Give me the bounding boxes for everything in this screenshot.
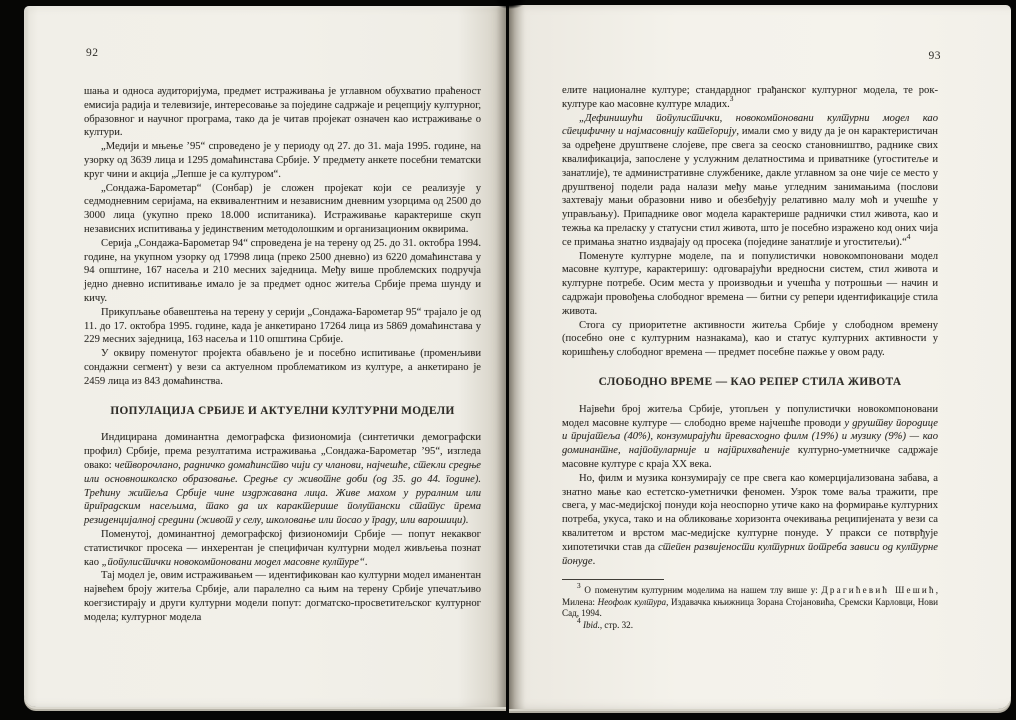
paragraph: У оквиру поменутог пројекта обављено је и посебно испитивање (променљиви сондажни сегмент) у вези са актуелном проблематиком из културе, а анкетирано је 2459 лица из 843 домаћинства.: [84, 348, 481, 387]
right-paragraphs-bottom: [562, 403, 938, 569]
right-page-text: [562, 84, 938, 631]
left-page-text: [84, 85, 481, 624]
right-paragraphs-top: [562, 84, 938, 360]
paragraph: Тај модел је, овим истраживањем — идентификован као културни модел иманентан највећем броју житеља Србије, али паралелно са њим на терену Србије упечатљиво коегзистирају и други културни модели попут: догматско-просветитељског културног модела; културног модела: [84, 570, 481, 623]
footnote: $^3$ О поменутим културним моделима на нашем тлу више у: Драгићевић Шешић, Милена: Неофолк култура, Издавачка књижница Зорана Стојановића, Сремски Карловци, Нови Сад, 1994.: [562, 581, 939, 619]
paragraph: Прикупљање обавештења на терену у серији „Сондажа-Барометар 95“ трајало је од 11. до 17. октобра 1995. године, када је анкетирано 17264 лица из 5869 домаћинстава у 229 месних заједница, 163 насеља и 110 општина Србије.: [84, 306, 481, 346]
left-paragraphs-top: [84, 85, 481, 389]
paragraph: Серија „Сондажа-Барометар 94“ спроведена је на терену од 25. до 31. октобра 1994. године, на укупном узорку од 17998 лица (преко 2500 дневно) из 6220 домаћинстава у 94 општине, 167 насеља и 210 месних заједница. Међу више проблемских подручја једно дневно испитивање имало је за предмет однос житеља Србије према шунду и кичу.: [84, 237, 481, 304]
page-number-left: 92: [86, 47, 99, 59]
paragraph: Поменутој, доминантној демографској физиономији Србије — попут некаквог статистичког просека — инхерентан је специфичан културни модел живљења познат као „популистички новокомпоновани модел масовне културе“.: [84, 528, 481, 568]
paragraph: Највећи број житеља Србије, утопљен у популистички новокомпоновани модел масовне културе — слободно време најчешће проводи у друштву породице и пријатеља (40%), конзумирајући превасходно филм (19%) и музику (9%) — као доминантне, најпопуларније и најприхваћеније културно-уметничке садржаје масовне културе с краја XX века.: [562, 403, 938, 470]
paragraph: „Медији и мњење ’95“ спроведено је у периоду од 27. до 31. маја 1995. године, на узорку од 3639 лица и 1295 домаћинстава Србије. У предмету анкете посебни тематски круг чини и акција „Лепше је са културом“.: [84, 141, 481, 180]
book-spine-gutter: [488, 0, 532, 16]
paragraph: елите националне културе; стандардног грађанског културног модела, те рок-културе као масовне културе младих.$^3$: [562, 85, 938, 110]
section-heading-right: СЛОБОДНО ВРЕМЕ — КАО РЕПЕР СТИЛА ЖИВОТА: [598, 375, 902, 388]
paragraph: Стога су приоритетне активности житеља Србије у слободном времену (посебно оне с културним назнакама), као и статус културних активности у коришћењу слободног времена — предмет посебне пажње у овом раду.: [562, 319, 938, 359]
page-number-right: 93: [928, 50, 941, 62]
left-page: [24, 6, 506, 707]
paragraph: „Сондажа-Барометар“ (Сонбар) је сложен пројекат који се реализује у седмодневним серијама, на еквивалентним и независним дневним узорцима од 2500 до 3000 лица (укупно преко 18.000 испитаника). Истраживање карактерише скуп независних испитивања у јединственим методолошким и организационим оквирима.: [84, 182, 481, 235]
paragraph: Но, филм и музика конзумирају се пре свега као комерцијализована забава, а знатно мање као естетско-уметнички феномен. Узрок томе ваља тражити, пре свега, у мас-медијској понуди која неоспорно утиче како на формирање културних потреба, укуса, тако и на обликовање хоризонта очекивања реципијената у вези са квалитетом и врстом мас-медијске културне понуде. У пракси се потврђује хипотетички став да степен развијености културних потреба зависи од културне понуде.: [562, 472, 938, 567]
paragraph: „Дефинишући популистички, новокомпоновани културни модел као специфичну и најмасовнију категорију, имали смо у виду да је он карактеристичан за одређене друштвене слојеве, пре свега за сеоско становништво, раднике свих квалификација, запослене у услужним делатностима и приватнике (угоститеље и занатлије), те административне службенике, дакле углавном за оне чије се место у друштвеној подели рада налази међу мање угледним занимањима (послови захтевају мањи образовни ниво и обезбеђују релативно малу моћ и учешће у управљању). Припаднике овог модела карактерише раднички стил живота, као и тежња ка преласку у статусни стил живота, што је посебно изражено код оних чија се примања знатно издвајају од просека (поједине занатлије и угоститељи).“$^4$: [562, 112, 938, 248]
paragraph: шања и односа аудиторијума, предмет истраживања је углавном обухватио праћеност емисија радија и телевизије, интересовање за поједине садржаје и рецепцију културног, образовног и научног програма, тако да је читав пројекат означен као истраживање о култури.: [84, 86, 481, 139]
paragraph: Индицирана доминантна демографска физиономија (синтетички демографски профил) Србије, према резултатима истраживања „Сондажа-Барометар ’95“, изгледа овако: четворочлано, радничко домаћинство чији су чланови, најчешће, стекли средње или основношколско образовање. Средње су животне доби (од 35. до 44. године). Трећину житеља Србије чине издржавана лица. Живе махом у руралним или приградским насељима, тако да их карактерише полутански статус према резиденцијалној средини (живот у селу, школовање или посао у граду, или варошици).: [84, 432, 482, 527]
footnote: $^4$ Ibid., стр. 32.: [577, 615, 634, 630]
section-heading-left: ПОПУЛАЦИЈА СРБИЈЕ И АКТУЕЛНИ КУЛТУРНИ МОДЕЛИ: [110, 404, 455, 417]
paragraph: Поменуте културне моделе, па и популистички новокомпоновани модел масовне културе, карактеришу: одговарајући вредносни систем, стил живота и културне потребе. Осим места у производњи и учешћа у потрошњи — начин и садржаји провођења слободног времена — битни су репери идентификације стила живота.: [562, 250, 938, 317]
left-paragraphs-bottom: [84, 431, 481, 624]
footnotes: [562, 581, 939, 631]
right-page: [509, 5, 1011, 709]
